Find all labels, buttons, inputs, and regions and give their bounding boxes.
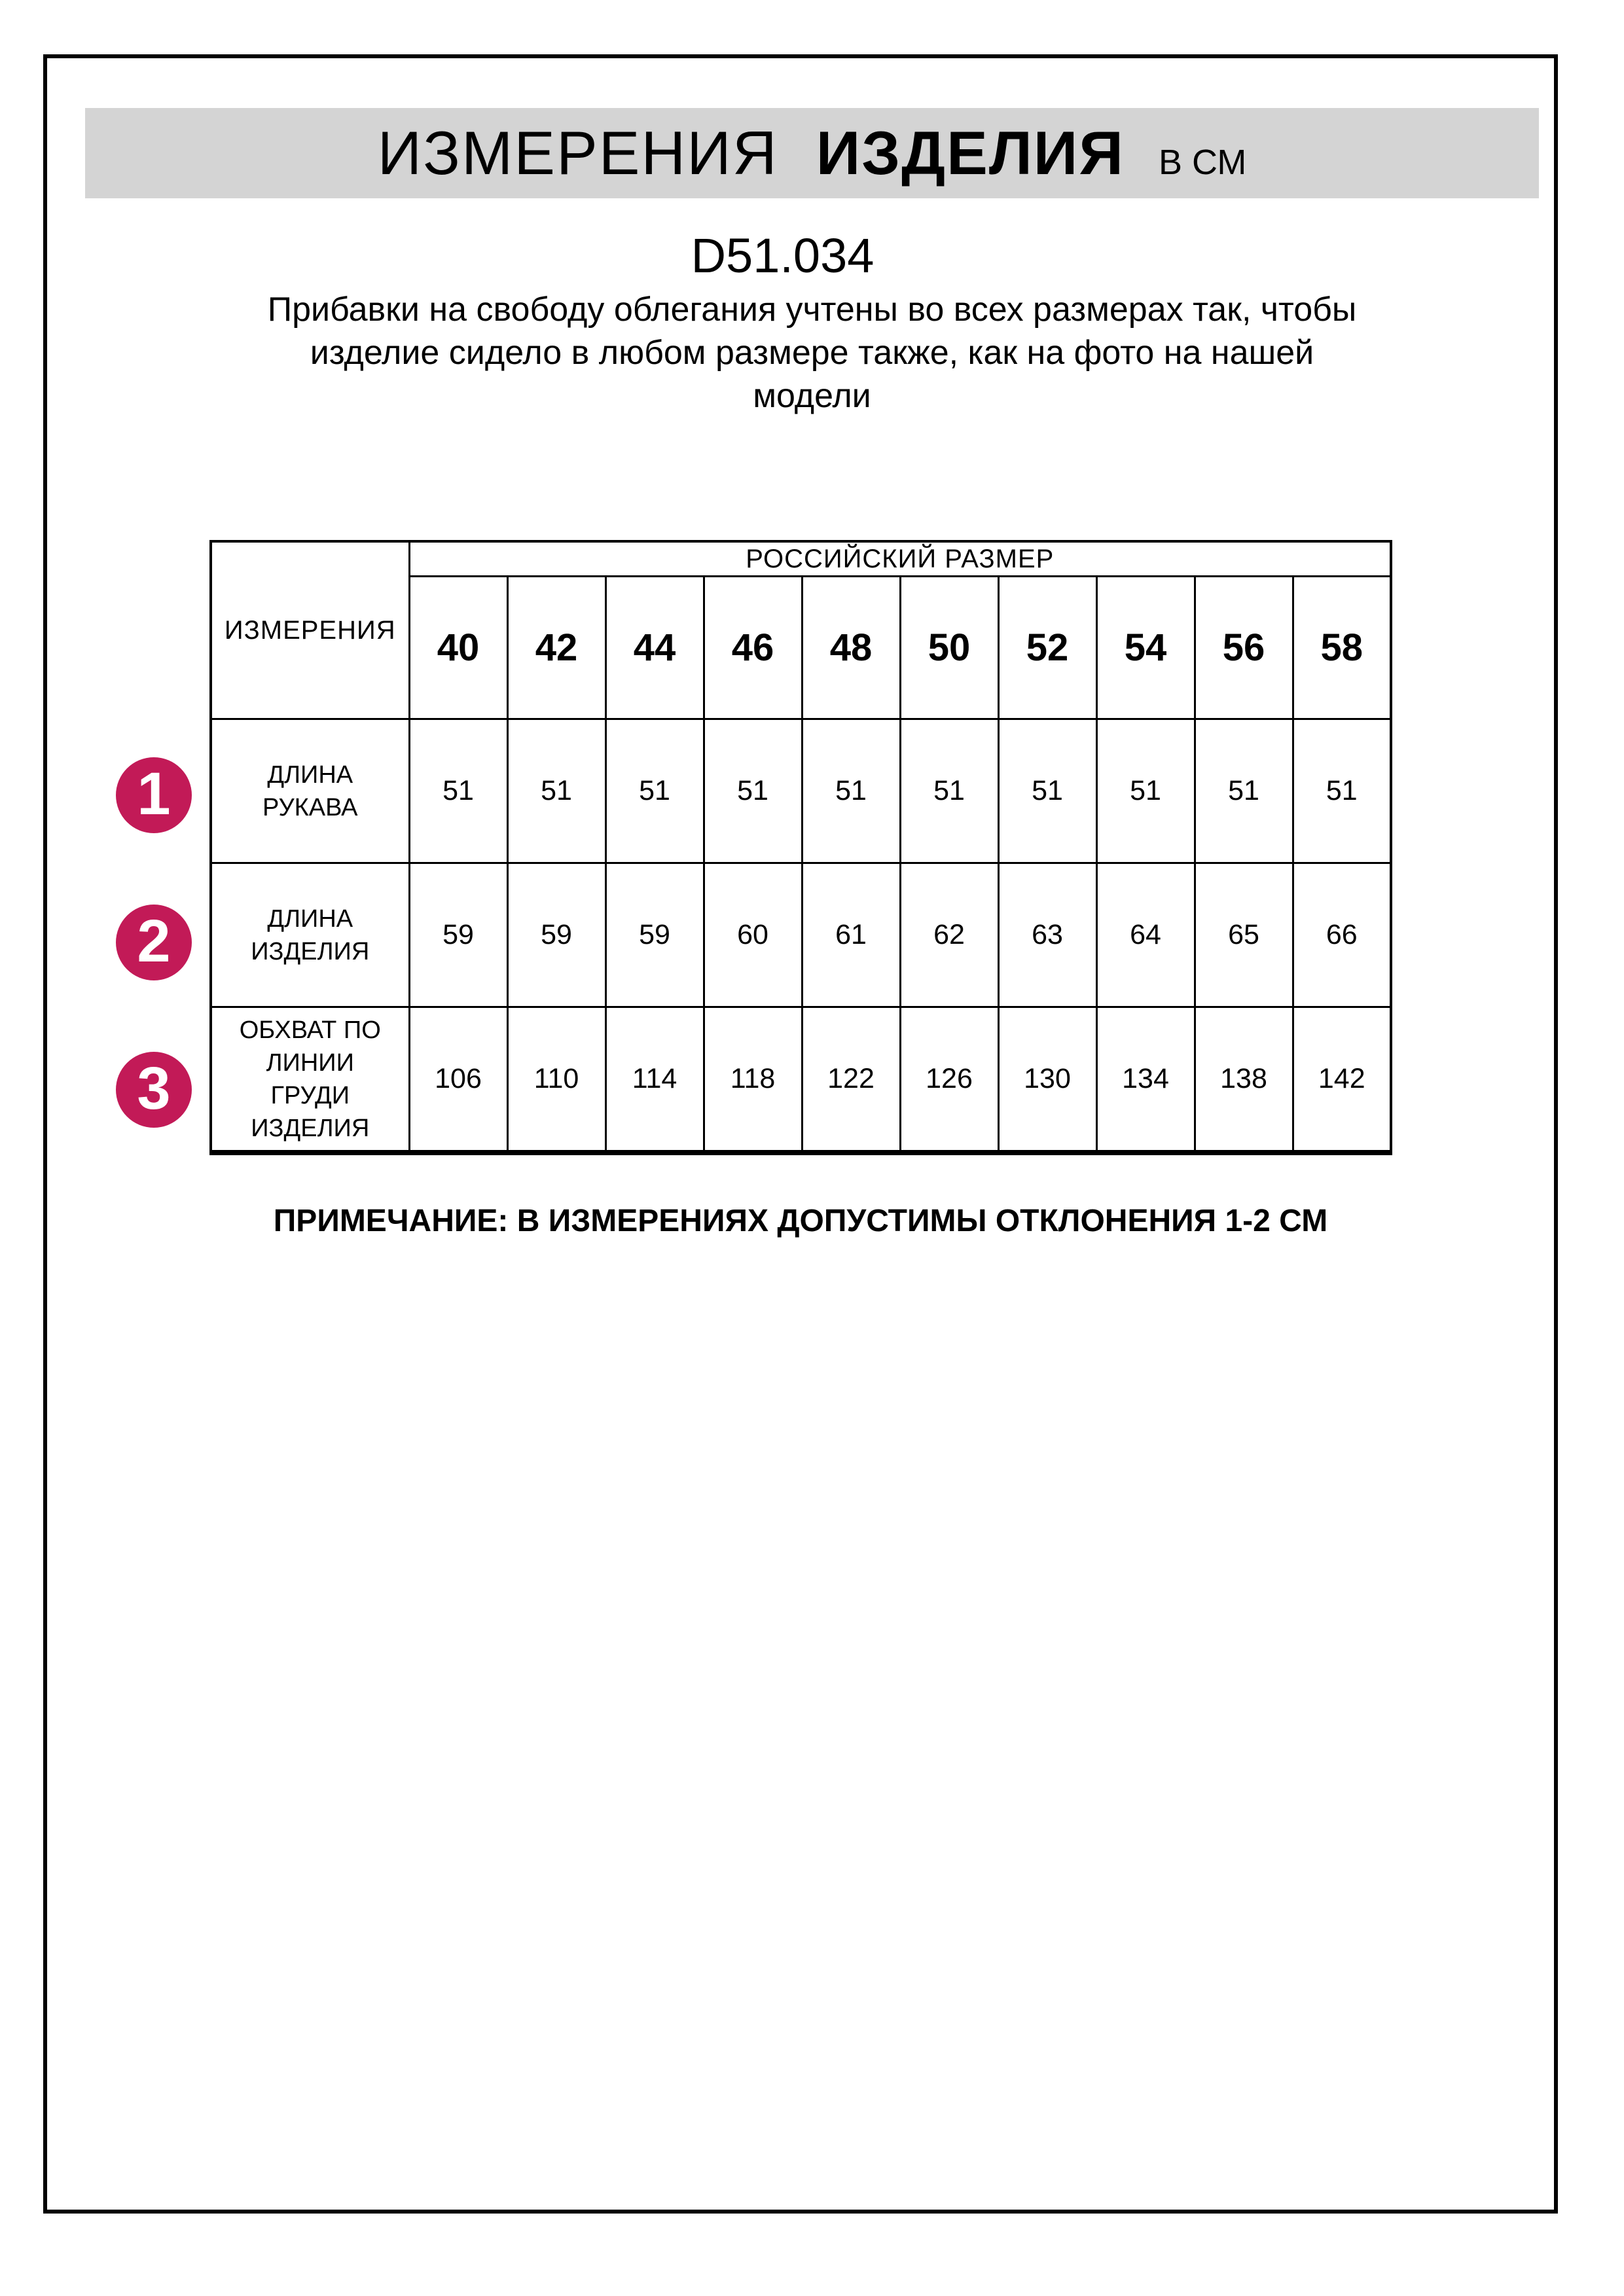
size-table-wrapper (209, 540, 1392, 1155)
table-row (211, 863, 1391, 1007)
measurement-value: 114 (605, 1007, 704, 1153)
measurement-value: 51 (998, 719, 1096, 863)
title-band (85, 108, 1539, 198)
size-column-header: 48 (802, 577, 900, 719)
size-column-header: 54 (1096, 577, 1195, 719)
measurement-value: 66 (1293, 863, 1391, 1007)
size-column-header: 46 (704, 577, 802, 719)
measurement-value: 62 (900, 863, 998, 1007)
table-body (211, 719, 1391, 1153)
measurement-value: 51 (1293, 719, 1391, 863)
measurement-value: 59 (409, 863, 507, 1007)
measurement-value: 51 (507, 719, 605, 863)
page-title-word-measurements: ИЗМЕРЕНИЯ (377, 118, 778, 187)
row-3-number-badge: 3 (116, 1052, 192, 1128)
size-column-header: 58 (1293, 577, 1391, 719)
size-column-header: 40 (409, 577, 507, 719)
measurement-value: 118 (704, 1007, 802, 1153)
measurement-value: 63 (998, 863, 1096, 1007)
measurement-value: 122 (802, 1007, 900, 1153)
note-text: ПРИМЕЧАНИЕ: В ИЗМЕРЕНИЯХ ДОПУСТИМЫ ОТКЛОНЕНИЯ 1-2 СМ (273, 1204, 1328, 1238)
description-line: модели (753, 377, 871, 415)
size-column-header: 50 (900, 577, 998, 719)
table-row (211, 1007, 1391, 1153)
row-label-line: ИЗДЕЛИЯ (251, 937, 370, 965)
measurement-value: 51 (1195, 719, 1293, 863)
corner-header-cell: ИЗМЕРЕНИЯ (211, 541, 409, 719)
group-header-cell: РОССИЙСКИЙ РАЗМЕР (409, 541, 1391, 577)
row-label-line: ГРУДИ (270, 1081, 350, 1109)
measurement-value: 134 (1096, 1007, 1195, 1153)
row-label-line: ДЛИНА (267, 905, 353, 933)
measurement-value: 138 (1195, 1007, 1293, 1153)
measurement-value: 110 (507, 1007, 605, 1153)
row-2-number-badge: 2 (116, 905, 192, 980)
row-label-cell (211, 1007, 409, 1153)
row-1-number-badge: 1 (116, 757, 192, 833)
measurement-value: 59 (507, 863, 605, 1007)
group-header-row (211, 541, 1391, 577)
measurement-value: 142 (1293, 1007, 1391, 1153)
row-label-line: ИЗДЕЛИЯ (251, 1114, 370, 1142)
measurement-value: 59 (605, 863, 704, 1007)
size-column-header: 52 (998, 577, 1096, 719)
row-label-cell (211, 863, 409, 1007)
measurement-value: 51 (409, 719, 507, 863)
measurement-value: 64 (1096, 863, 1195, 1007)
measurement-value: 51 (704, 719, 802, 863)
size-table (209, 540, 1392, 1155)
units-label: В СМ (1158, 143, 1247, 182)
product-description (0, 288, 1624, 418)
measurement-value: 130 (998, 1007, 1096, 1153)
row-label-cell (211, 719, 409, 863)
measurement-value: 51 (605, 719, 704, 863)
description-line: Прибавки на свободу облегания учтены во всех размерах так, чтобы (267, 291, 1357, 329)
row-label-line: ДЛИНА (267, 761, 353, 789)
measurement-value: 51 (802, 719, 900, 863)
article-number: D51.034 (691, 228, 875, 283)
measurement-value: 106 (409, 1007, 507, 1153)
measurement-value: 60 (704, 863, 802, 1007)
table-row (211, 719, 1391, 863)
size-column-header: 56 (1195, 577, 1293, 719)
measurement-value: 51 (1096, 719, 1195, 863)
measurement-value: 126 (900, 1007, 998, 1153)
measurement-value: 51 (900, 719, 998, 863)
description-line: изделие сидело в любом размере также, как на фото на нашей (310, 334, 1314, 372)
page-title-word-product: ИЗДЕЛИЯ (816, 118, 1125, 187)
size-column-header: 42 (507, 577, 605, 719)
measurement-value: 65 (1195, 863, 1293, 1007)
row-label-line: ЛИНИИ (266, 1049, 354, 1077)
size-column-header: 44 (605, 577, 704, 719)
row-label-line: ОБХВАТ ПО (239, 1016, 381, 1044)
measurement-value: 61 (802, 863, 900, 1007)
row-label-line: РУКАВА (262, 793, 358, 821)
